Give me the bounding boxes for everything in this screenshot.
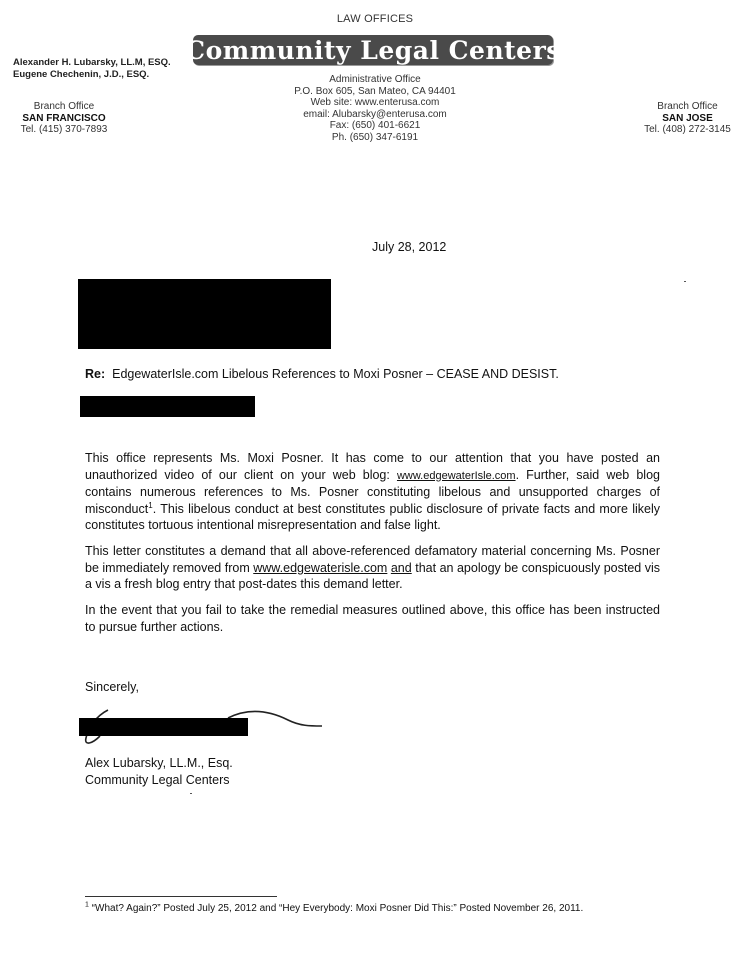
blog-link[interactable]: www.edgewaterisle.com [253,560,388,575]
paragraph-text: This office represents Ms. Moxi Posner. It has come to our attention that you have posted an unauthorized video of our client on your web blog: [85,451,660,482]
branch-tel: Tel. (415) 370-7893 [20,124,108,135]
branch-label: Branch Office [33,101,95,112]
admin-email: email: Alubarsky@enterusa.com [303,108,447,120]
footnote-divider [85,896,277,897]
admin-phone: Ph. (650) 347-6191 [331,131,419,143]
footnote-ref: 1 [148,500,153,510]
administrative-office [280,74,470,143]
paragraph-2 [85,543,660,593]
footnote [85,903,583,914]
footnote-number: 1 [85,901,89,909]
signer-organization: Community Legal Centers [85,772,230,787]
admin-website: Web site: www.enterusa.com [310,97,440,108]
letter-date: July 28, 2012 [372,240,447,254]
blog-link[interactable]: www.edgewaterIsle.com [396,469,516,482]
admin-fax: Fax: (650) 401-6621 [329,120,421,131]
redacted-signature [79,718,248,736]
branch-office-san-jose [640,101,735,136]
subject-line [85,367,559,381]
footnote-text: “What? Again?” Posted July 25, 2012 and “Hey Everybody: Moxi Posner Did This:” Posted November 26, 2011. [88,903,584,914]
scan-speck [684,281,686,282]
branch-label: Branch Office [657,101,718,112]
branch-city: SAN JOSE [662,112,713,124]
attorney-name: Eugene Chechenin, J.D., ESQ. [13,69,150,80]
admin-address: P.O. Box 605, San Mateo, CA 94401 [294,85,456,97]
firm-name: Community Legal Centers [185,35,561,65]
subject-text: EdgewaterIsle.com Libelous References to Moxi Posner – CEASE AND DESIST. [112,367,559,381]
branch-office-san-francisco [14,101,114,136]
redacted-recipient-address [78,279,331,349]
firm-name-banner [185,35,561,65]
signer-name: Alex Lubarsky, LL.M., Esq. [85,756,233,770]
signature-block [85,755,233,788]
redacted-salutation [80,396,255,417]
paragraph-text: This letter constitutes a demand that all above-referenced defamatory material concerning Ms. Posner be immediately removed from [85,544,660,575]
paragraph-3: In the event that you fail to take the remedial measures outlined above, this office has been instructed to pursue further actions. [85,603,660,634]
closing: Sincerely, [85,680,139,694]
attorney-name: Alexander H. Lubarsky, LL.M, ESQ. [13,57,171,68]
paragraph-1 [85,450,660,534]
paragraph-text: . This libelous conduct at best constitutes public disclosure of private facts and more likely constitutes tortuous intentional misrepresentation and false light. [85,501,660,532]
paragraph-text: . Further, said web blog contains numerous references to Ms. Posner constituting libelous and unsupported charges of misconduct [85,467,660,516]
paragraph-text: that an apology be conspicuously posted vis a vis a fresh blog entry that post-dates this demand letter. [85,560,661,591]
scan-speck [190,793,192,794]
branch-city: SAN FRANCISCO [22,112,106,124]
subject-label: Re: [85,367,106,381]
branch-tel: Tel. (408) 272-3145 [644,124,731,135]
emphasis-and: and [390,560,412,575]
attorney-list [13,57,171,81]
law-offices-label: LAW OFFICES [336,13,414,25]
admin-label: Administrative Office [329,74,421,85]
